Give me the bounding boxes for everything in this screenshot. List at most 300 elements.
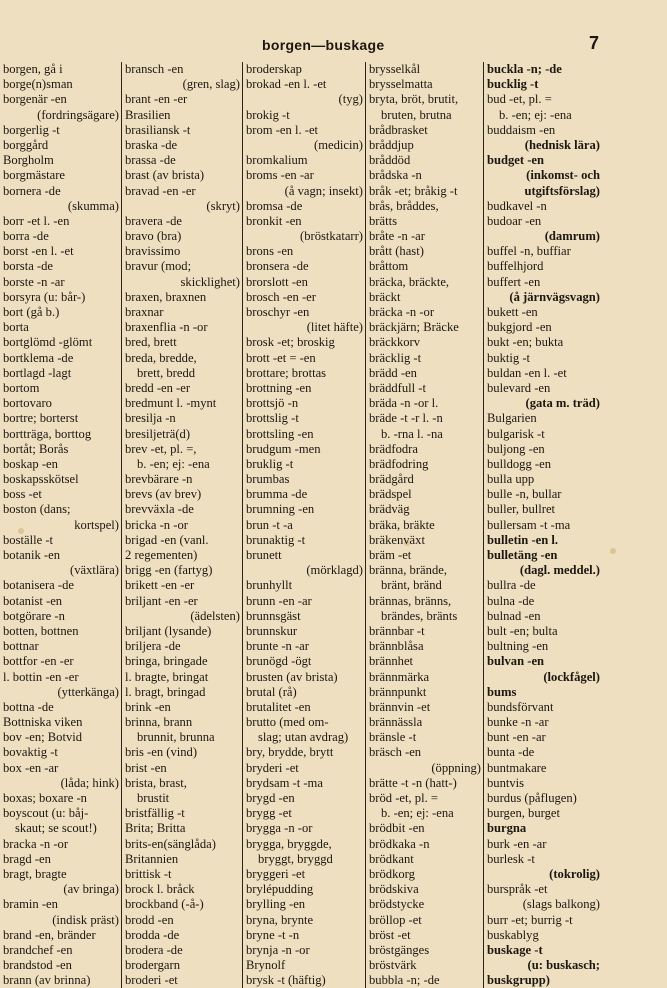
dictionary-entry: bravera -de	[125, 213, 182, 228]
dictionary-entry: brunn -en -ar	[246, 593, 312, 608]
dictionary-entry: bryne -t -n	[246, 927, 300, 942]
dictionary-entry: bredd -en -er	[125, 380, 191, 395]
dictionary-entry: brunnskur	[246, 623, 298, 638]
dictionary-entry: brännbar -t	[369, 623, 425, 638]
dictionary-entry: Brynolf	[246, 958, 286, 973]
dictionary-entry: bunta -de	[487, 745, 535, 760]
dictionary-entry: bryggt, bryggd	[258, 851, 333, 866]
dictionary-entry: bulldogg -en	[487, 456, 552, 471]
dictionary-entry: boskapsskötsel	[3, 472, 79, 487]
dictionary-entry: brygg -et	[246, 806, 292, 821]
dictionary-entry: briljant -en -er	[125, 593, 198, 608]
dictionary-entry: budkavel -n	[487, 198, 547, 213]
dictionary-entry: bud -et, pl. =	[487, 92, 552, 107]
dictionary-entry: bräckkorv	[369, 335, 421, 350]
dictionary-entry: brändes, bränts	[381, 608, 458, 623]
dictionary-entry: brännvin -et	[369, 699, 431, 714]
dictionary-entry: botanisera -de	[3, 578, 74, 593]
dictionary-entry: brumning -en	[246, 502, 315, 517]
dictionary-entry: (mörklagd)	[306, 563, 363, 578]
dictionary-entry: brustit	[137, 791, 170, 805]
dictionary-entry: (lockfågel)	[543, 669, 600, 684]
dictionary-entry: brosk -et; broskig	[246, 335, 335, 350]
dictionary-entry: brödstycke	[369, 897, 425, 912]
dictionary-entry: (gren, slag)	[182, 77, 240, 92]
dictionary-entry: bråttom	[369, 259, 409, 274]
dictionary-entry: briljera -de	[125, 639, 181, 654]
dictionary-entry: bubbla -n; -de	[369, 973, 440, 988]
dictionary-entry: burgna	[487, 821, 527, 836]
dictionary-entry: borra -de	[3, 229, 49, 244]
dictionary-entry: l. bragt, bringad	[125, 684, 206, 699]
dictionary-entry: briljant (lysande)	[125, 623, 212, 638]
dictionary-entry: bort (gå b.)	[3, 305, 60, 319]
dictionary-entry: buffel -n, buffiar	[487, 244, 571, 259]
dictionary-entry: (gata m. träd)	[525, 396, 600, 411]
dictionary-entry: brått (hast)	[369, 244, 424, 259]
dictionary-entry: brödbit -en	[369, 821, 425, 836]
dictionary-entry: bruklig -t	[246, 456, 294, 471]
dictionary-entry: brännpunkt	[369, 684, 427, 699]
dictionary-entry: brann (av brinna)	[3, 973, 91, 988]
dictionary-entry: bulletin -en l.	[487, 532, 559, 547]
dictionary-entry: botanist -en	[3, 593, 63, 608]
dictionary-entry: brottare; brottas	[246, 365, 327, 380]
dictionary-entry: (av bringa)	[63, 882, 119, 897]
dictionary-entry: b. -rna l. -na	[381, 426, 443, 441]
dictionary-entry: buktig -t	[487, 350, 531, 365]
dictionary-entry: bränsle -t	[369, 730, 417, 745]
dictionary-entry: brigad -en (vanl.	[125, 532, 209, 547]
column-3	[242, 62, 365, 988]
dictionary-entry: bullra -de	[487, 578, 536, 593]
dictionary-entry: l. bottin -en -er	[3, 669, 79, 684]
dictionary-entry: bryta, bröt, brutit,	[369, 92, 459, 107]
dictionary-entry: (växtlära)	[70, 563, 119, 578]
dictionary-entry: braxenflia -n -or	[125, 320, 208, 335]
dictionary-entry: bråddöd	[369, 153, 411, 168]
dictionary-entry: bräda -n -or l.	[369, 396, 439, 411]
dictionary-entry: brockband (-å-)	[125, 897, 204, 912]
dictionary-entry: brydsam -t -ma	[246, 775, 323, 790]
dictionary-entry: burlesk -t	[487, 851, 535, 866]
dictionary-entry: bracka -n -or	[3, 836, 69, 851]
dictionary-entry: breda, bredde,	[125, 350, 197, 365]
dictionary-entry: buntvis	[487, 775, 525, 790]
page-header	[0, 33, 667, 57]
dictionary-entry: brink -en	[125, 699, 171, 714]
dictionary-entry: bråte -n -ar	[369, 229, 425, 244]
dictionary-entry: bröd -et, pl. =	[369, 791, 439, 805]
dictionary-entry: borgenär -en	[3, 92, 67, 107]
dictionary-entry: bortom	[3, 380, 40, 395]
dictionary-entry: bråk -et; bråkig -t	[369, 183, 458, 198]
dictionary-entry: boston (dans;	[3, 502, 71, 517]
dictionary-entry: brikett -en -er	[125, 578, 195, 593]
page-number: 7	[589, 33, 600, 53]
dictionary-entry: (litet häfte)	[306, 320, 363, 335]
dictionary-entry: bornera -de	[3, 183, 61, 198]
dictionary-entry: broderskap	[246, 62, 302, 76]
dictionary-entry: bryna, brynte	[246, 912, 314, 927]
dictionary-entry: bräka, bräkte	[369, 517, 435, 532]
dictionary-entry: borta	[3, 320, 29, 335]
dictionary-entry: brunte -n -ar	[246, 639, 309, 654]
dictionary-entry: bult -en; bulta	[487, 623, 558, 638]
dictionary-entry: braska -de	[125, 137, 178, 152]
dictionary-entry: brassa -de	[125, 153, 176, 168]
dictionary-entry: Britannien	[125, 851, 179, 866]
dictionary-entry: brutal (rå)	[246, 684, 297, 699]
dictionary-entry: borsyra (u: bår-)	[3, 289, 86, 304]
dictionary-entry: bultning -en	[487, 639, 549, 654]
dictionary-entry: (u: buskasch;	[527, 958, 600, 973]
dictionary-entry: bulnad -en	[487, 608, 541, 623]
dictionary-entry: bulgarisk -t	[487, 426, 545, 441]
dictionary-entry: bottfor -en -er	[3, 654, 74, 669]
dictionary-entry: brodd -en	[125, 912, 174, 927]
dictionary-entry: buffert -en	[487, 274, 541, 289]
dictionary-entry: (fordringsägare)	[37, 107, 119, 122]
dictionary-entry: brännblåsa	[369, 639, 424, 654]
dictionary-entry: brits-en(sänglåda)	[125, 836, 216, 851]
dictionary-entry: brandstod -en	[3, 958, 72, 973]
dictionary-entry: brett, bredd	[137, 365, 196, 380]
dictionary-entry: borgen, gå i	[3, 62, 63, 76]
dictionary-entry: budoar -en	[487, 213, 542, 228]
dictionary-entry: brasiliansk -t	[125, 122, 191, 137]
dictionary-entry: bris -en (vind)	[125, 745, 198, 760]
dictionary-entry: bukett -en	[487, 305, 538, 319]
dictionary-entry: (tokrolig)	[549, 866, 600, 881]
column-2	[121, 62, 242, 988]
dictionary-entry: brandchef -en	[3, 942, 73, 957]
dictionary-entry: brons -en	[246, 244, 294, 259]
dictionary-entry: (låda; hink)	[60, 775, 119, 790]
dictionary-entry: bravissimo	[125, 244, 181, 259]
dictionary-entry: brysselkål	[369, 62, 421, 76]
dictionary-entry: bricka -n -or	[125, 517, 188, 532]
dictionary-entry: bräckjärn; Bräcke	[369, 320, 459, 335]
dictionary-entry: brödkorg	[369, 866, 415, 881]
dictionary-entry: (dagl. meddel.)	[519, 563, 600, 578]
dictionary-entry: broschyr -en	[246, 305, 310, 319]
dictionary-entry: brottsling -en	[246, 426, 314, 441]
dictionary-entry: brevbärare -n	[125, 472, 193, 487]
dictionary-entry: brist -en	[125, 760, 167, 775]
dictionary-entry: bräcka -n -or	[369, 305, 435, 319]
dictionary-entry: boställe -t	[3, 532, 54, 547]
dictionary-entry: brylling -en	[246, 897, 306, 912]
dictionary-entry: brev -et, pl. =,	[125, 441, 197, 456]
dictionary-entry: buskablyg	[487, 927, 539, 942]
dictionary-entry: bulla upp	[487, 472, 535, 487]
dictionary-entry: borge(n)sman	[3, 77, 73, 92]
dictionary-entry: bovaktig -t	[3, 745, 58, 760]
dictionary-entry: boskap -en	[3, 456, 58, 471]
dictionary-entry: brinna, brann	[125, 715, 193, 730]
dictionary-entry: bräm -et	[369, 548, 412, 562]
dictionary-entry: buskgrupp)	[487, 973, 551, 988]
dictionary-entry: brand -en, bränder	[3, 927, 96, 942]
dictionary-entry: bromkalium	[246, 153, 308, 168]
dictionary-entry: bottnar	[3, 639, 39, 654]
dictionary-entry: Brita; Britta	[125, 821, 186, 836]
dictionary-entry: brädspel	[369, 487, 412, 502]
dictionary-entry: brysselmatta	[369, 77, 433, 92]
dictionary-entry: bruten, brutna	[381, 107, 452, 122]
dictionary-entry: burspråk -et	[487, 882, 548, 897]
dictionary-entry: bortre; borterst	[3, 411, 79, 426]
dictionary-entry: buskage -t	[487, 942, 543, 957]
dictionary-entry: (indisk präst)	[52, 912, 119, 927]
dictionary-entry: bresiljeträ(d)	[125, 426, 191, 441]
dictionary-entry: Bottniska viken	[3, 715, 83, 730]
dictionary-entry: bredmunt l. -mynt	[125, 396, 217, 411]
dictionary-entry: brokig -t	[246, 107, 290, 122]
dictionary-entry: botanik -en	[3, 548, 61, 562]
dictionary-entry: bränt, bränd	[381, 578, 442, 593]
dictionary-entry: brudgum -men	[246, 441, 321, 456]
dictionary-entry: brock l. bråck	[125, 882, 195, 897]
dictionary-entry: bränna, brände,	[369, 563, 447, 578]
dictionary-entry: bundsförvant	[487, 699, 554, 714]
dictionary-entry: brunögd -ögt	[246, 654, 312, 669]
dictionary-entry: botgörare -n	[3, 608, 65, 623]
dictionary-entry: brevväxla -de	[125, 502, 194, 517]
dictionary-entry: buckla -n; -de	[487, 62, 562, 76]
dictionary-entry: skaut; se scout!)	[15, 821, 97, 836]
dictionary-entry: brott -et = -en	[246, 350, 316, 365]
dictionary-entry: brunaktig -t	[246, 532, 306, 547]
running-head: borgen—buskage	[262, 37, 385, 53]
dictionary-entry: brutto (med om-	[246, 715, 329, 730]
dictionary-entry: bov -en; Botvid	[3, 730, 83, 745]
dictionary-entry: budget -en	[487, 153, 545, 168]
dictionary-entry: bräkenväxt	[369, 532, 425, 547]
dictionary-entry: botten, bottnen	[3, 623, 79, 638]
dictionary-entry: buller, bullret	[487, 502, 556, 517]
dictionary-entry: bringa, bringade	[125, 654, 208, 669]
dictionary-entry: bortlagd -lagt	[3, 365, 72, 380]
dictionary-entry: boyscout (u: båj-	[3, 806, 89, 821]
dictionary-entry: bräddfull -t	[369, 380, 427, 395]
dictionary-entry: bukgjord -en	[487, 320, 552, 335]
dictionary-entry: braxen, braxnen	[125, 289, 207, 304]
dictionary-entry: (skumma)	[67, 198, 119, 213]
dictionary-entry: burk -en -ar	[487, 836, 547, 851]
dictionary-entry: brödkant	[369, 851, 414, 866]
dictionary-entry: bromsa -de	[246, 198, 303, 213]
dictionary-entry: brygd -en	[246, 791, 295, 805]
dictionary-entry: (damrum)	[544, 229, 600, 244]
dictionary-entry: box -en -ar	[3, 760, 59, 775]
dictionary-entry: bräde -t -r l. -n	[369, 411, 443, 426]
dictionary-entry: brevs (av brev)	[125, 487, 202, 502]
dictionary-entry: Borgholm	[3, 153, 54, 168]
dictionary-entry: bortträga, borttog	[3, 426, 92, 441]
dictionary-entry: brynja -n -or	[246, 942, 310, 957]
dictionary-entry: bryggeri -et	[246, 866, 306, 881]
dictionary-entry: (å vagn; insekt)	[284, 183, 363, 198]
dictionary-entry: broderi -et	[125, 973, 178, 988]
dictionary-entry: bortglömd -glömt	[3, 335, 93, 350]
dictionary-entry: brittisk -t	[125, 866, 172, 881]
dictionary-entry: brännässla	[369, 715, 423, 730]
dictionary-entry: boss -et	[3, 487, 42, 502]
dictionary-entry: (öppning)	[431, 760, 481, 775]
dictionary-entry: bulvan -en	[487, 654, 545, 669]
dictionary-entry: brätts	[369, 213, 397, 228]
dictionary-entry: burdus (påflugen)	[487, 791, 577, 805]
dictionary-entry: brås, bråddes,	[369, 198, 439, 213]
dictionary-entry: brunhyllt	[246, 578, 293, 593]
dictionary-entry: brista, brast,	[125, 775, 187, 790]
dictionary-entry: bräcklig -t	[369, 350, 422, 365]
dictionary-entry: bunke -n -ar	[487, 715, 549, 730]
dictionary-entry: slag; utan avdrag)	[258, 730, 349, 745]
column-5	[483, 62, 602, 988]
dictionary-entry: burr -et; burrig -t	[487, 912, 573, 927]
dictionary-entry: bry, brydde, brytt	[246, 745, 334, 760]
dictionary-entry: borst -en l. -et	[3, 244, 74, 259]
dictionary-entry: bräckt	[369, 289, 401, 304]
dictionary-entry: utgiftsförslag)	[524, 183, 600, 198]
dictionary-entry: (medicin)	[314, 137, 363, 152]
dictionary-entry: borggård	[3, 137, 49, 152]
dictionary-entry: skicklighet)	[180, 274, 240, 289]
dictionary-entry: bronkit -en	[246, 213, 302, 228]
dictionary-entry: bred, brett	[125, 335, 177, 350]
dictionary-entry: bragt, bragte	[3, 866, 67, 881]
dictionary-entry: brodergarn	[125, 958, 181, 973]
dictionary-entry: brunett	[246, 548, 282, 562]
dictionary-entry: buldan -en l. -et	[487, 365, 567, 380]
dictionary-entry: bröstgänges	[369, 942, 430, 957]
dictionary-entry: bramin -en	[3, 897, 58, 912]
dictionary-entry: brunnsgäst	[246, 608, 301, 623]
dictionary-entry: bristfällig -t	[125, 806, 185, 821]
dictionary-entry: bulle -n, bullar	[487, 487, 562, 502]
dictionary-entry: brätte -t -n (hatt-)	[369, 775, 457, 790]
dictionary-entry: buddaism -en	[487, 122, 556, 137]
dictionary-entry: (slags balkong)	[522, 897, 600, 912]
dictionary-entry: bums	[487, 684, 517, 699]
dictionary-entry: brödkaka -n	[369, 836, 430, 851]
dictionary-entry: bucklig -t	[487, 77, 539, 92]
dictionary-entry: brädgård	[369, 472, 414, 487]
dictionary-entry: bravur (mod;	[125, 259, 192, 274]
dictionary-entry: borr -et l. -en	[3, 213, 70, 228]
dictionary-entry: bresilja -n	[125, 411, 176, 426]
dictionary-entry: boxas; boxare -n	[3, 791, 87, 805]
dictionary-entry: brumma -de	[246, 487, 308, 502]
dictionary-entry: (tyg)	[338, 92, 363, 107]
dictionary-entry: bransch -en	[125, 62, 184, 76]
dictionary-entry: bortovaro	[3, 396, 52, 411]
dictionary-entry: brorslott -en	[246, 274, 308, 289]
dictionary-entry: (bröstkatarr)	[300, 229, 363, 244]
dictionary-entry: (hednisk lära)	[524, 137, 600, 152]
dictionary-entry: bortåt; Borås	[3, 441, 69, 456]
dictionary-entry: bryderi -et	[246, 760, 299, 775]
dictionary-entry: brottslig -t	[246, 411, 299, 426]
dictionary-entry: borste -n -ar	[3, 274, 65, 289]
dictionary-entry: (å järnvägsvagn)	[509, 289, 600, 304]
dictionary-entry: brunnit, brunna	[137, 730, 215, 745]
dictionary-entry: (inkomst- och	[526, 168, 600, 183]
dictionary-entry: buljong -en	[487, 441, 545, 456]
dictionary-entry: buntmakare	[487, 760, 547, 775]
dictionary-entry: brännas, bränns,	[369, 593, 452, 608]
dictionary-entry: brädd -en	[369, 365, 417, 380]
dictionary-entry: b. -en; ej: -ena	[381, 806, 454, 821]
dictionary-entry: brödskiva	[369, 882, 419, 897]
dictionary-entry: bulevard -en	[487, 380, 551, 395]
dictionary-entry: brygga -n -or	[246, 821, 313, 836]
dictionary-entry: l. bragte, bringat	[125, 669, 209, 684]
dictionary-entry: kortspel)	[74, 517, 119, 532]
dictionary-entry: brant -en -er	[125, 92, 188, 107]
dictionary-entry: bulna -de	[487, 593, 535, 608]
dictionary-entry: brådska -n	[369, 168, 422, 183]
dictionary-entry: bräsch -en	[369, 745, 422, 760]
dictionary-entry: brusten (av brista)	[246, 669, 338, 684]
dictionary-entry: brodera -de	[125, 942, 183, 957]
dictionary-entry: brumbas	[246, 472, 290, 487]
dictionary-entry: borgerlig -t	[3, 122, 60, 137]
dictionary-entry: burgen, burget	[487, 806, 560, 821]
dictionary-entry: bullersam -t -ma	[487, 517, 571, 532]
dictionary-entry: brädväg	[369, 502, 410, 517]
dictionary-entry: brysk -t (häftig)	[246, 973, 326, 988]
dictionary-entry: Brasilien	[125, 107, 171, 122]
dictionary-entry: braxnar	[125, 305, 164, 319]
dictionary-entry: brodda -de	[125, 927, 180, 942]
dictionary-entry: brännhet	[369, 654, 414, 669]
dictionary-entry: brutalitet -en	[246, 699, 311, 714]
dictionary-entry: bråddjup	[369, 137, 414, 152]
dictionary-entry: broms -en -ar	[246, 168, 314, 183]
dictionary-entry: brokad -en l. -et	[246, 77, 327, 92]
dictionary-entry: brast (av brista)	[125, 168, 205, 183]
dictionary-entry: bräcka, bräckte,	[369, 274, 450, 289]
dictionary-entry: buffelhjord	[487, 259, 544, 274]
dictionary-entry: brädfodring	[369, 456, 429, 471]
dictionary-entry: brännmärka	[369, 669, 430, 684]
dictionary-entry: bravo (bra)	[125, 229, 182, 244]
dictionary-entry: bortklema -de	[3, 350, 74, 365]
dictionary-entry: brygga, bryggde,	[246, 836, 332, 851]
dictionary-entry: bravad -en -er	[125, 183, 196, 198]
dictionary-entry: brådbrasket	[369, 122, 428, 137]
dictionary-entry: borsta -de	[3, 259, 54, 274]
dictionary-entry: 2 regementen)	[125, 548, 198, 562]
dictionary-entry: brom -en l. -et	[246, 122, 319, 137]
dictionary-entry: brylépudding	[246, 882, 314, 897]
dictionary-entry: b. -en; ej: -ena	[499, 107, 572, 122]
dictionary-entry: brottning -en	[246, 380, 312, 395]
dictionary-entry: brigg -en (fartyg)	[125, 563, 213, 578]
dictionary-entry: (ytterkänga)	[57, 684, 119, 699]
dictionary-entry: bröllop -et	[369, 912, 422, 927]
dictionary-entry: b. -en; ej: -ena	[137, 456, 210, 471]
dictionary-entry: bröst -et	[369, 927, 411, 942]
dictionary-entry: bulletäng -en	[487, 548, 558, 562]
dictionary-entry: bunt -en -ar	[487, 730, 546, 745]
dictionary-entry: Bulgarien	[487, 411, 537, 426]
dictionary-entry: brosch -en -er	[246, 289, 316, 304]
